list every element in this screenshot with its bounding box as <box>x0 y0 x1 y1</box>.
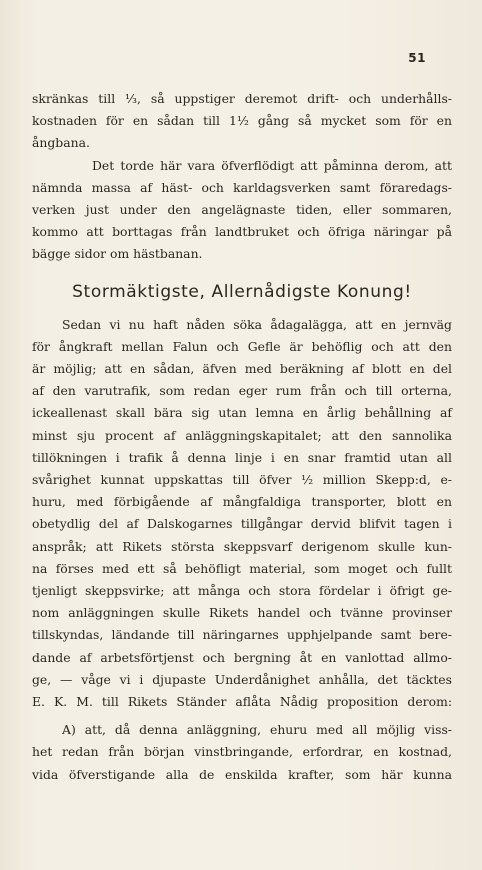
text-line: ångbana. <box>32 135 90 151</box>
text-line: E. K. M. till Rikets Ständer aflåta Nådig proposition derom: <box>32 694 452 710</box>
text-line: kommo att borttagas från landtbruket och öfriga näringar på <box>32 224 452 240</box>
text-line: het redan från början vinstbringande, erfordrar, en kostnad, <box>32 744 452 760</box>
royal-address-heading: Stormäktigste, Allernådigste Konung! <box>72 281 412 302</box>
text-line: af den varutrafik, som redan eger rum från och till orterna, <box>32 383 452 399</box>
text-line: är möjlig; att en sådan, äfven med beräkning af blott en del <box>32 361 452 377</box>
text-line: kostnaden för en sådan till 1½ gång så mycket som för en <box>32 113 452 129</box>
text-line: Det torde här vara öfverflödigt att påminna derom, att <box>92 157 452 173</box>
text-line: svårighet kunnat uppskattas till öfver ½ million Skepp:d, e- <box>32 472 452 488</box>
text-line: na förses med ett så behöfligt material, som moget och fullt <box>32 560 452 576</box>
text-line: anspråk; att Rikets största skeppsvarf derigenom skulle kun- <box>32 538 452 554</box>
text-line: ickeallenast skall bära sig utan lemna en årlig behållning af <box>32 405 452 421</box>
text-line: skränkas till ⅓, så uppstiger deremot drift- och underhålls- <box>32 91 452 106</box>
text-line: A) att, då denna anläggning, ehuru med all möjlig viss- <box>62 722 452 738</box>
text-line: vida öfverstigande alla de enskilda krafter, som här kunna <box>32 766 452 782</box>
text-line: bägge sidor om hästbanan. <box>32 246 203 262</box>
page-body <box>32 88 452 786</box>
paragraph-2 <box>32 155 452 266</box>
paragraph-1 <box>32 88 452 155</box>
paragraph-3 <box>32 314 452 714</box>
text-line: dande af arbetsförtjenst och bergning åt en vanlottad allmo- <box>32 649 452 665</box>
text-line: minst sju procent af anläggningskapitalet; att den sannolika <box>32 427 452 443</box>
text-line: nämnda massa af häst- och karldagsverken samt föraredags- <box>32 179 452 195</box>
text-line: huru, med förbigående af mångfaldiga transporter, blott en <box>32 494 452 510</box>
text-line: för ångkraft mellan Falun och Gefle är behöflig och att den <box>32 338 452 354</box>
text-line: tillskyndas, ländande till näringarnes upphjelpande samt bere- <box>32 627 452 643</box>
text-line: ge, — våge vi i djupaste Underdånighet anhålla, det täcktes <box>32 671 452 687</box>
text-line: Sedan vi nu haft nåden söka ådagalägga, att en jernväg <box>62 316 452 332</box>
text-line: obetydlig del af Dalskogarnes tillgångar dervid blifvit tagen i <box>32 516 452 532</box>
text-line: verken just under den angelägnaste tiden, eller sommaren, <box>32 202 452 218</box>
page-number: 51 <box>408 51 426 65</box>
text-line: tillökningen i trafik å denna linje i en snar framtid utan all <box>32 449 452 465</box>
paragraph-4 <box>32 719 452 786</box>
text-line: tjenligt skeppsvirke; att många och stora fördelar i öfrigt ge- <box>32 583 452 599</box>
text-line: nom anläggningen skulle Rikets handel och tvänne provinser <box>32 605 452 621</box>
